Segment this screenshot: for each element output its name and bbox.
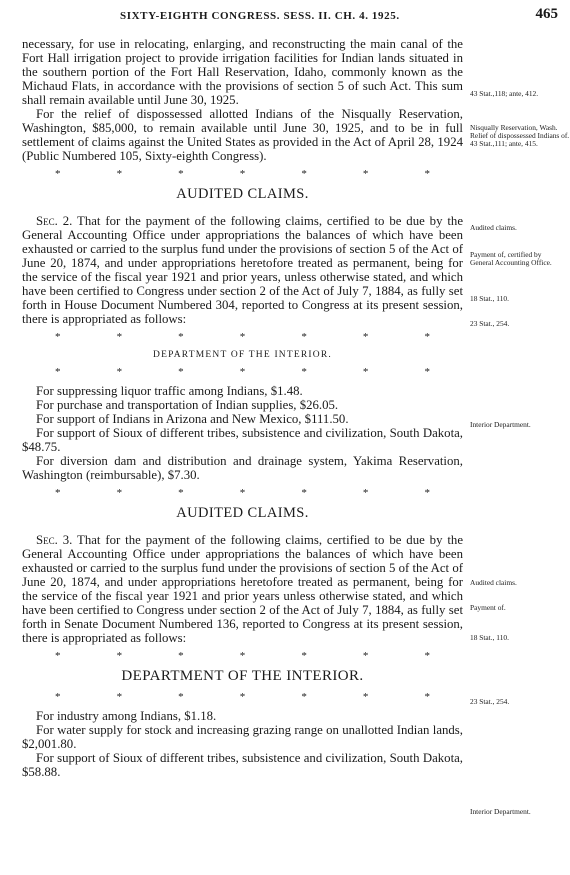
margin-note: 23 Stat., 254.: [470, 697, 510, 706]
margin-note: Nisqually Reservation, Wash. Relief of dispossessed Indians of. 43 Stat.,111; ante, 415.: [470, 123, 570, 148]
claim-item: For suppressing liquor traffic among Indians, $1.48.: [36, 384, 303, 398]
ellipsis-stars: * * * * * * *: [55, 168, 430, 180]
claim-item: For purchase and transportation of Indian supplies, $26.05.: [36, 398, 339, 412]
margin-note: Payment of, certified by General Accounting Office.: [470, 250, 552, 267]
ellipsis-stars: * * * * * * *: [55, 487, 430, 499]
margin-note: 43 Stat.,118; ante, 412.: [470, 89, 539, 98]
claim-item: For support of Indians in Arizona and New Mexico, $111.50.: [36, 412, 349, 426]
section-2-text: That for the payment of the following claims, certified to be due by the General Accounting Office under appropriations the balances of which have been exhausted or carried to the surplus fund under the provisions of section 5 of the Act of June 20, 1874, and under appropriations heretofore treated as permanent, being for the service of the fiscal year 1921 and prior years, unless otherwise stated, and which have been certified to Congress under section 2 of the Act of July 7, 1884, as fully set forth in House Document Numbered 304, reported to Congress at its present session, there is appropriated as follows:: [22, 214, 463, 326]
ellipsis-stars: * * * * * * *: [55, 331, 430, 343]
main-text-column: [22, 37, 463, 779]
margin-note: Interior Department.: [470, 420, 531, 429]
section-3-label: Sec. 3.: [36, 533, 73, 547]
margin-note: Payment of.: [470, 603, 506, 612]
ellipsis-stars: * * * * * * *: [55, 691, 430, 703]
margin-note: 18 Stat., 110.: [470, 294, 509, 303]
heading-department-interior: DEPARTMENT OF THE INTERIOR.: [153, 350, 332, 360]
heading-audited-claims: AUDITED CLAIMS.: [176, 186, 309, 202]
margin-note: Audited claims.: [470, 578, 517, 587]
claim-item: For support of Sioux of different tribes, subsistence and civilization, South Dakota, $48.75.: [22, 426, 463, 454]
margin-note: 23 Stat., 254.: [470, 319, 510, 328]
paragraph-nisqually: For the relief of dispossessed allotted Indians of the Nisqually Reservation, Washington, $85,000, to remain available until June 30, 1925, and to be in full settlement of claims against the United States as provided in the Act of April 28, 1924 (Public Numbered 105, Sixty-eighth Congress).: [22, 107, 463, 163]
margin-note: 18 Stat., 110.: [470, 633, 509, 642]
margin-note: Interior Department.: [470, 807, 531, 816]
claim-item: For industry among Indians, $1.18.: [36, 709, 217, 723]
heading-department-interior: DEPARTMENT OF THE INTERIOR.: [121, 668, 364, 684]
section-2-label: Sec. 2.: [36, 214, 73, 228]
page-number: 465: [535, 6, 558, 22]
section-3-text: That for the payment of the following claims, certified to be due by the General Accounting Office under appropriations the balances of which have been exhausted or carried to the surplus fund under the provisions of section 5 of the Act of June 20, 1874, and under appropriations heretofore treated as permanent, being for the service of the fiscal year 1921 and prior years unless otherwise stated, and which have been certified to Congress under section 2 of the Act of July 7, 1884, as fully set forth in Senate Document Numbered 136, reported to Congress at its present session, there is appropriated as follows:: [22, 533, 463, 645]
paragraph-fort-hall: necessary, for use in relocating, enlarging, and reconstructing the main canal of the Fort Hall irrigation project to provide irrigation facilities for Indian lands situated in the southern portion of the Fort Hall Reservation, Idaho, commonly known as the Michaud Flats, in accordance with the provisions of section 5 of such Act. This sum shall remain available until June 30, 1925.: [22, 37, 463, 107]
page-header: [0, 6, 570, 26]
running-head: SIXTY-EIGHTH CONGRESS. SESS. II. CH. 4. 1925.: [120, 10, 400, 22]
claim-item: For diversion dam and distribution and drainage system, Yakima Reservation, Washington (reimbursable), $7.30.: [22, 454, 463, 482]
section-3-paragraph: [22, 533, 463, 645]
claim-item: For support of Sioux of different tribes, subsistence and civilization, South Dakota, $58.88.: [22, 751, 463, 779]
ellipsis-stars: * * * * * * *: [55, 366, 430, 378]
claim-item: For water supply for stock and increasing grazing range on unallotted Indian lands, $2,001.80.: [22, 723, 463, 751]
section-2-paragraph: [22, 214, 463, 326]
margin-note: Audited claims.: [470, 223, 517, 232]
ellipsis-stars: * * * * * * *: [55, 650, 430, 662]
heading-audited-claims: AUDITED CLAIMS.: [176, 505, 309, 521]
